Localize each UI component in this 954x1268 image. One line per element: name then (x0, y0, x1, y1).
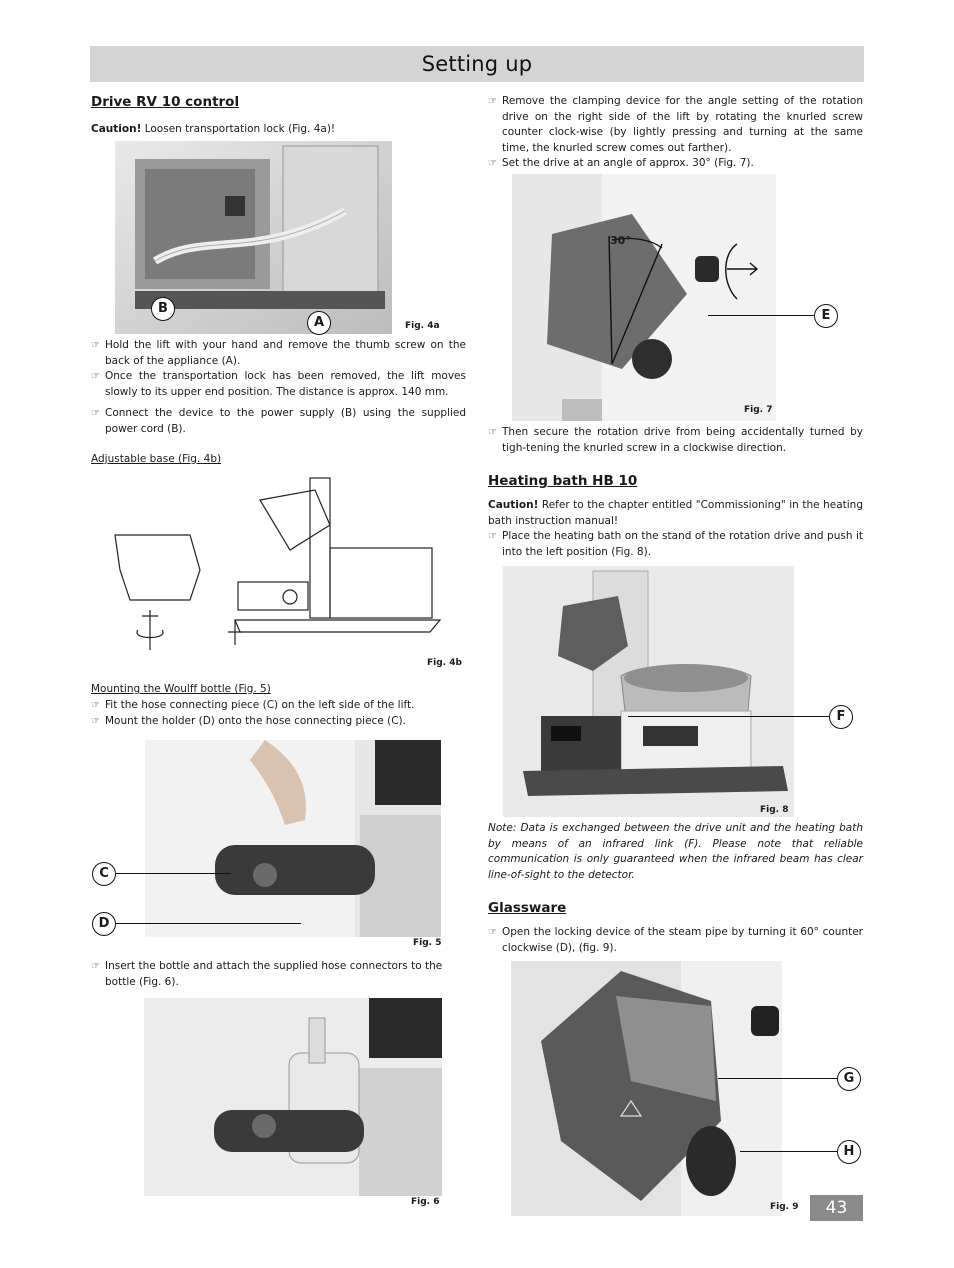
woulff-bullet-after (91, 959, 466, 990)
caution-drive (91, 122, 335, 138)
fig-9-photo (511, 961, 782, 1216)
fig-5-caption: Fig. 5 (413, 938, 442, 948)
bullet-text: ☞ Hold the lift with your hand and remove the thumb screw on the back of the appliance (A). (91, 338, 466, 369)
fig-7-angle-label: 30° (610, 234, 631, 247)
bath-bullet (488, 529, 863, 560)
leader-line-e (708, 315, 814, 316)
fig-7-photo (512, 174, 776, 421)
fig-4b-caption: Fig. 4b (427, 658, 462, 668)
bullet-text: ☞ Open the locking device of the steam pipe by turning it 60° counter clockwise (D), (fig. 9). (488, 925, 863, 956)
label-h: H (837, 1140, 861, 1164)
fig-4a-caption: Fig. 4a (405, 321, 440, 331)
drive-bullets (91, 338, 466, 437)
bullet-text: ☞ Connect the device to the power supply (B) using the supplied power cord (B). (91, 406, 466, 437)
bullet-text: ☞ Then secure the rotation drive from being accidentally turned by tigh-tening the knurled screw in a clockwise direction. (488, 425, 863, 456)
angle-bullets (488, 94, 863, 172)
infrared-note: Note: Data is exchanged between the drive unit and the heating bath by means of an infrared link (F). Please note that reliable communication is only guaranteed when the infrared beam has clear line-of-sight to the detector. (488, 822, 863, 881)
page-header (90, 46, 864, 82)
bullet-text: ☞ Mount the holder (D) onto the hose connecting piece (C). (91, 714, 466, 730)
caution-bath (488, 498, 863, 529)
section-heading-glassware: Glassware (488, 900, 567, 916)
fig-8-photo (503, 566, 794, 817)
label-a: A (307, 311, 331, 335)
fig-8-caption: Fig. 8 (760, 805, 789, 815)
label-g: G (837, 1067, 861, 1091)
fig-9-caption: Fig. 9 (770, 1202, 799, 1212)
glass-bullet (488, 925, 863, 956)
caution-label: Caution! (488, 499, 539, 511)
fig-5-photo (145, 740, 441, 937)
leader-line-c (116, 873, 231, 874)
page-title: Setting up (421, 52, 533, 76)
section-heading-bath: Heating bath HB 10 (488, 473, 638, 489)
subheading-adjustable-base: Adjustable base (Fig. 4b) (91, 453, 222, 465)
bullet-text: ☞ Insert the bottle and attach the supplied hose connectors to the bottle (Fig. 6). (91, 959, 466, 990)
leader-line-h (740, 1151, 837, 1152)
angle-bullet-after (488, 425, 863, 456)
fig-4b-drawing (110, 470, 445, 670)
label-f: F (829, 705, 853, 729)
bullet-text: ☞ Remove the clamping device for the angle setting of the rotation drive on the right side of the lift by rotating the knurled screw counter clock-wise (by lightly pressing and turning at the same time, the knurled screw comes out farther). (488, 94, 863, 156)
label-c: C (92, 862, 116, 886)
fig-6-caption: Fig. 6 (411, 1197, 440, 1207)
caution-text: Loosen transportation lock (Fig. 4a)! (141, 123, 336, 135)
leader-line-g (718, 1078, 837, 1079)
label-e: E (814, 304, 838, 328)
leader-line-f (628, 716, 829, 717)
leader-line-d (116, 923, 301, 924)
caution-text: Refer to the chapter entitled "Commissioning" in the heating bath instruction manual! (488, 499, 863, 527)
section-heading-drive: Drive RV 10 control (91, 94, 240, 110)
fig-6-photo (144, 998, 442, 1196)
woulff-bullets (91, 698, 466, 729)
bullet-text: ☞ Fit the hose connecting piece (C) on the left side of the lift. (91, 698, 466, 714)
label-b: B (151, 297, 175, 321)
bullet-text: ☞ Set the drive at an angle of approx. 30° (Fig. 7). (488, 156, 863, 172)
page-number: 43 (810, 1195, 863, 1221)
label-d: D (92, 912, 116, 936)
subheading-woulff: Mounting the Woulff bottle (Fig. 5) (91, 683, 271, 695)
fig-7-caption: Fig. 7 (744, 405, 773, 415)
bullet-text: ☞ Place the heating bath on the stand of the rotation drive and push it into the left position (Fig. 8). (488, 529, 863, 560)
bullet-text: ☞ Once the transportation lock has been removed, the lift moves slowly to its upper end position. The distance is approx. 140 mm. (91, 369, 466, 400)
caution-label: Caution! (91, 123, 142, 135)
